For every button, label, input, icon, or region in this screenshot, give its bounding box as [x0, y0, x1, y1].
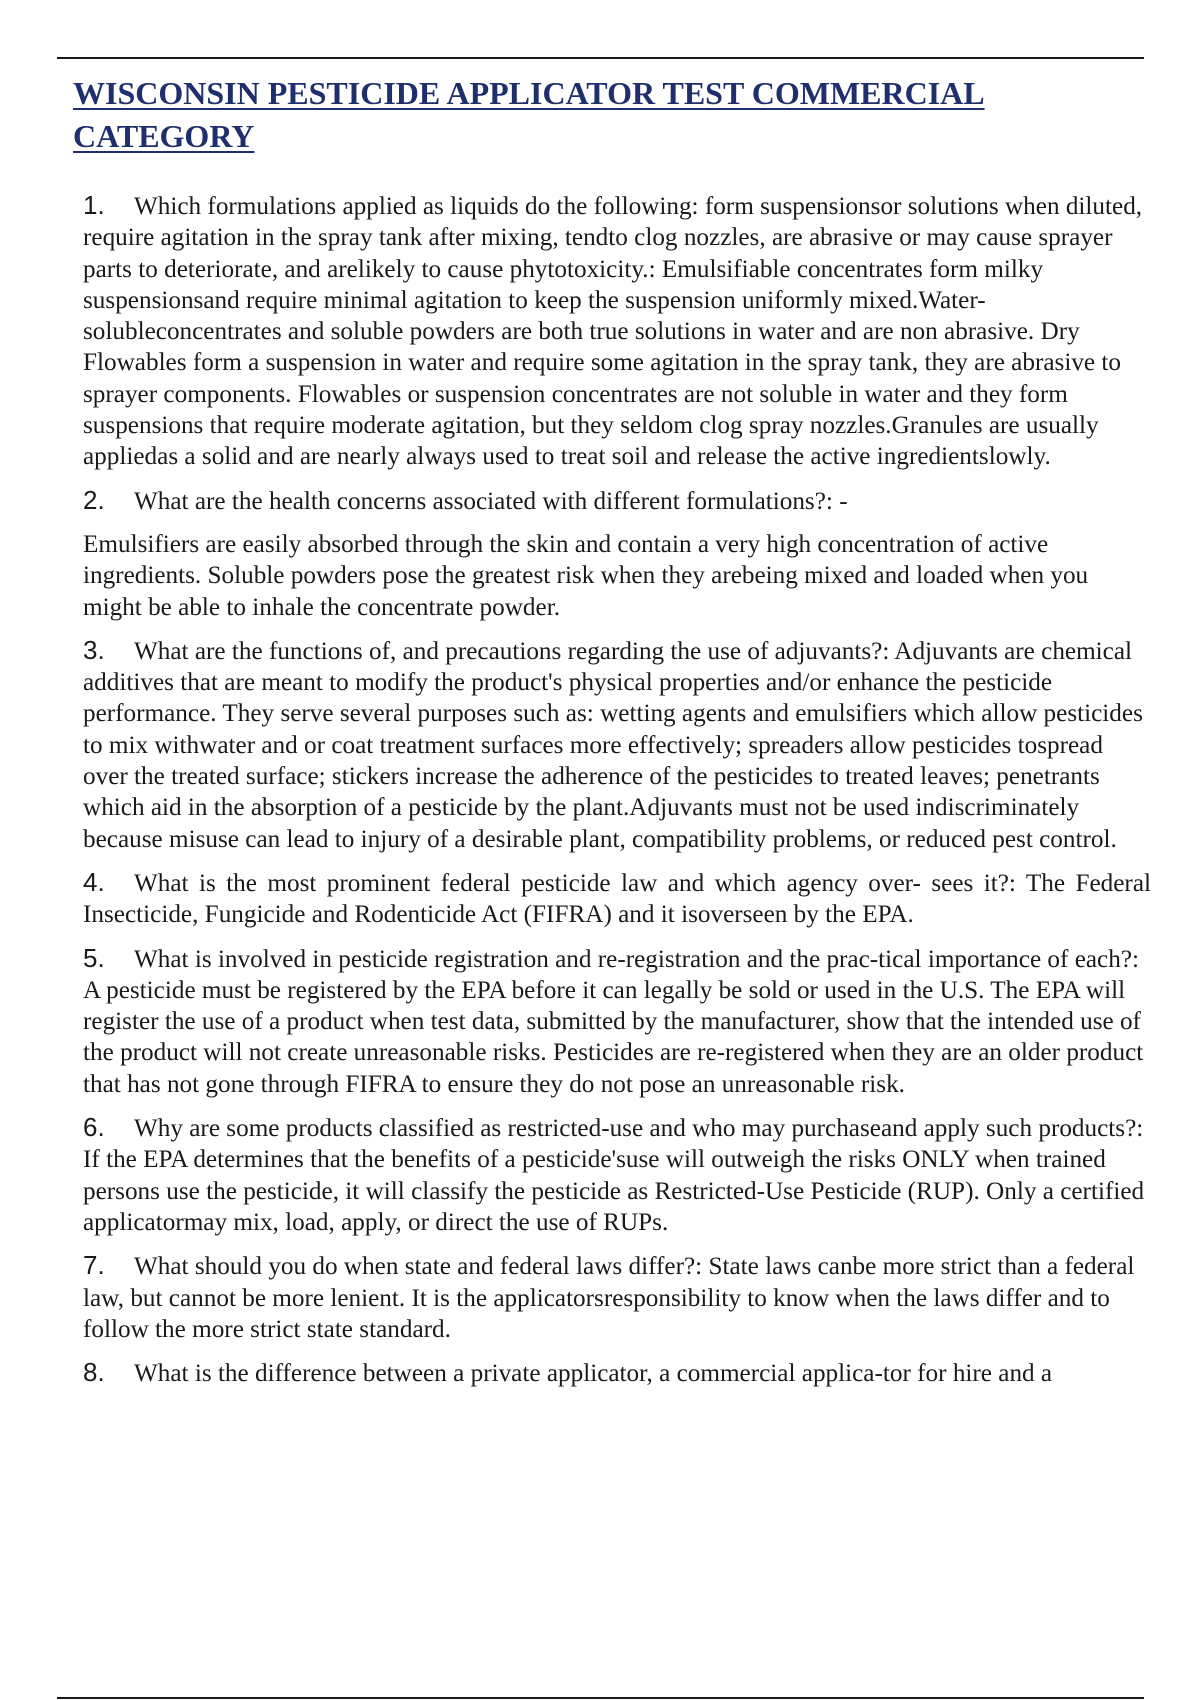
question-item-8 — [83, 1357, 1151, 1389]
question-item-2 — [83, 485, 1151, 517]
question-text: What are the health concerns associated with different formulations?: - — [134, 487, 848, 515]
answer-continuation: Emulsifiers are easily absorbed through the skin and contain a very high concentration of active ingredients. Soluble powders pose the greatest risk when they arebeing mixed and loaded when you might be able to inhale the concentrate powder. — [83, 530, 1089, 621]
question-number: 2. — [83, 484, 105, 515]
question-text: Which formulations applied as liquids do the following: form suspensionsor solutions when diluted, require agitation in the spray tank after mixing, tendto clog nozzles, are abrasive or may cause sprayer parts to deteriorate, and arelikely to cause phytotoxicity.: Emulsifiable concentrates form milky suspensionsand require minimal agitation to keep the suspension uniformly mixed.Water-solubleconcentrates and soluble powders are both true solutions in water and are non abrasive. Dry Flowables form a suspension in water and require some agitation in the spray tank, they are abrasive to sprayer components. Flowables or suspension concentrates are not soluble in water and they form suspensions that require moderate agitation, but they seldom clog spray nozzles.Granules are usually appliedas a solid and are nearly always used to treat soil and release the active ingredientslowly. — [83, 193, 1143, 471]
question-number: 4. — [83, 866, 105, 897]
question-item-1 — [83, 190, 1151, 473]
top-divider — [57, 57, 1144, 59]
question-number: 1. — [83, 190, 105, 220]
bottom-divider — [57, 1697, 1144, 1699]
question-text: What is involved in pesticide registration and re-registration and the prac-tical importance of each?: A pesticide must be registered by the EPA before it can legally be sold or used in the U.S. The EPA will register the use of a product when test data, submitted by the manufacturer, show that the intended use of the product will not create unreasonable risks. Pesticides are re-registered when they are an older product that has not gone through FIFRA to ensure they do not pose an unreasonable risk. — [83, 945, 1144, 1098]
question-text: What is the most prominent federal pesticide law and which agency over- sees it?: The Federal Insecticide, Fungicide and Rodenticide Act (FIFRA) and it isoverseen by the EPA. — [83, 869, 1151, 929]
question-text: What should you do when state and federal laws differ?: State laws canbe more strict than a federal law, but cannot be more lenient. It is the applicatorsresponsibility to know when the laws differ and to follow the more strict state standard. — [83, 1253, 1135, 1343]
question-text: What is the difference between a private applicator, a commercial applica-tor for hire and a — [134, 1360, 1053, 1388]
question-item-3 — [83, 635, 1151, 855]
question-text: What are the functions of, and precautions regarding the use of adjuvants?: Adjuvants are chemical additives that are meant to modify the product's physical properties and/or enhance the pesticide performance. They serve several purposes such as: wetting agents and emulsifiers which allow pesticides to mix withwater and or coat treatment surfaces more effectively; spreaders allow pesticides tospread over the treated surface; stickers increase the adherence of the pesticides to treated leaves; penetrants which aid in the absorption of a pesticide by the plant.Adjuvants must not be used indiscriminately because misuse can lead to injury of a desirable plant, compatibility problems, or reduced pest control. — [83, 637, 1143, 853]
question-number: 6. — [83, 1112, 105, 1143]
question-text: Why are some products classified as restricted-use and who may purchaseand apply such products?: If the EPA determines that the benefits of a pesticide'suse will outweigh the risks ONLY when trained persons use the pesticide, it will classify the pesticide as Restricted-Use Pesticide (RUP). Only a certified applicatormay mix, load, apply, or direct the use of RUPs. — [83, 1115, 1145, 1236]
question-item-7 — [83, 1250, 1151, 1345]
page-title: WISCONSIN PESTICIDE APPLICATOR TEST COMMERCIAL CATEGORY — [73, 75, 985, 154]
question-number: 7. — [83, 1250, 105, 1281]
question-list — [83, 190, 1151, 1401]
question-item-5 — [83, 943, 1151, 1100]
question-number: 3. — [83, 634, 105, 665]
question-item-6 — [83, 1112, 1151, 1238]
question-item-4 — [83, 867, 1151, 931]
question-number: 5. — [83, 942, 105, 973]
question-number: 8. — [83, 1357, 105, 1388]
